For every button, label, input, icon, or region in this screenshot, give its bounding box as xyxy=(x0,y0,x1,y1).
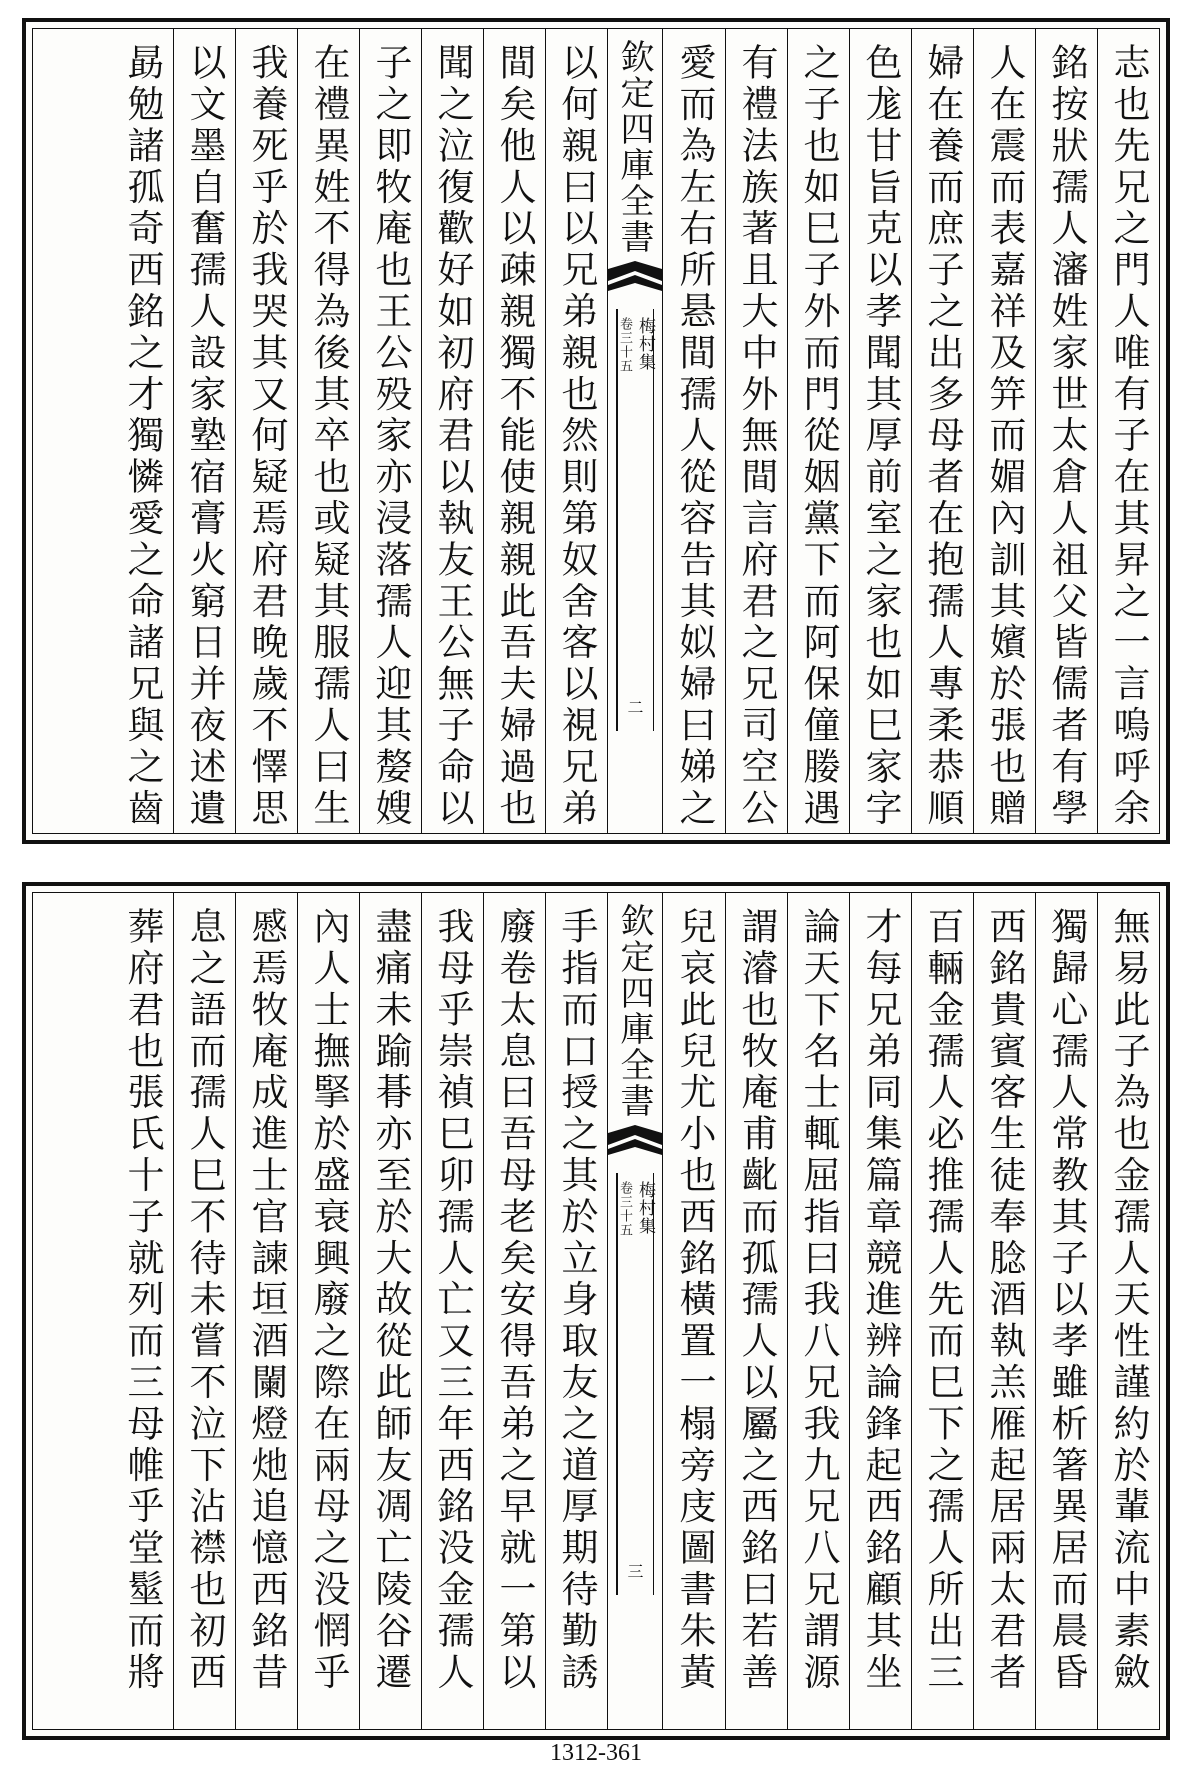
text-columns xyxy=(33,29,1159,833)
page-number: 1312-361 xyxy=(550,1740,642,1766)
text-column: 才每兄弟同集篇章競進辨論鋒起西銘顧其坐 xyxy=(849,893,911,1729)
page-frame xyxy=(32,892,1160,1730)
text-column: 我養死乎於我哭其又何疑焉府君晚歲不懌思 xyxy=(235,29,297,833)
fold-rule xyxy=(653,309,655,731)
text-column: 子之即牧庵也王公殁家亦浸落孺人迎其嫠嫂 xyxy=(359,29,421,833)
book-name: 梅村集 xyxy=(635,317,655,371)
text-column: 以文墨自奮孺人設家塾宿膏火窮日并夜述遺 xyxy=(173,29,235,833)
text-column: 葬府君也張氏十子就列而三母帷乎堂髽而將 xyxy=(121,907,164,1694)
fold-title: 欽定四庫全書 xyxy=(614,39,654,255)
text-column: 謂濬也牧庵甫齔而孤孺人以屬之西銘曰若善 xyxy=(725,893,787,1729)
text-column: 間矣他人以疎親獨不能使親親此吾夫婦過也 xyxy=(483,29,545,833)
fold-title: 欽定四庫全書 xyxy=(614,903,654,1119)
text-column: 百輛金孺人必推孺人先而巳下之孺人所出三 xyxy=(911,893,973,1729)
text-column: 慼焉牧庵成進士官諫垣酒闌燈灺追憶西銘昔 xyxy=(235,893,297,1729)
center-fold xyxy=(607,893,663,1729)
text-column: 之子也如巳子外而門從姻黨下而阿保僮媵遇 xyxy=(787,29,849,833)
text-column: 內人士撫掔於盛衰興廢之際在兩母之没惘乎 xyxy=(297,893,359,1729)
text-column: 盡痛未踰朞亦至於大故從此師友凋亡陵谷遷 xyxy=(359,893,421,1729)
text-column: 色尨甘旨克以孝聞其厚前室之家也如巳家字 xyxy=(849,29,911,833)
text-column: 無易此子為也金孺人天性謹約於輩流中素斂 xyxy=(1097,893,1159,1729)
text-column: 銘按狀孺人瀋姓家世太倉人祖父皆儒者有學 xyxy=(1035,29,1097,833)
text-column: 西銘貴賓客生徒奉腍酒執羔雁起居兩太君者 xyxy=(973,893,1035,1729)
text-column: 廢卷太息曰吾母老矣安得吾弟之早就一第以 xyxy=(483,893,545,1729)
page-top xyxy=(22,18,1170,844)
text-column: 志也先兄之門人唯有子在其昇之一言嗚呼余 xyxy=(1097,29,1159,833)
text-column: 愛而為左右所悬間孺人從容告其姒婦曰娣之 xyxy=(673,43,716,830)
page-frame xyxy=(32,28,1160,834)
center-fold xyxy=(607,29,663,833)
text-column: 人在震而表嘉祥及笄而媚內訓其嬪於張也贈 xyxy=(973,29,1035,833)
fishtail-mark xyxy=(608,1125,662,1595)
text-columns xyxy=(33,893,1159,1729)
page-bottom xyxy=(22,882,1170,1740)
text-column: 手指而口授之其於立身取友之道厚期待勤誘 xyxy=(545,893,607,1729)
leaf-number: 三 xyxy=(625,1563,644,1579)
text-column: 婦在養而庶子之出多母者在抱孺人專柔恭順 xyxy=(911,29,973,833)
text-column: 在禮異姓不得為後其卒也或疑其服孺人曰生 xyxy=(297,29,359,833)
book-name: 梅村集 xyxy=(635,1181,655,1235)
fishtail-mark xyxy=(608,261,662,731)
text-column: 我母乎崇禎巳卯孺人亡又三年西銘没金孺人 xyxy=(421,893,483,1729)
text-column: 有禮法族著且大中外無間言府君之兄司空公 xyxy=(725,29,787,833)
juan-number: 卷三十五 xyxy=(617,1181,632,1237)
text-column: 勗勉諸孤奇西銘之才獨憐愛之命諸兄與之齒 xyxy=(121,43,164,830)
text-column: 論天下名士輒屈指曰我八兄我九兄八兄謂源 xyxy=(787,893,849,1729)
juan-number: 卷三十五 xyxy=(617,317,632,373)
text-column: 聞之泣復歡好如初府君以執友王公無子命以 xyxy=(421,29,483,833)
leaf-number: 二 xyxy=(625,699,644,715)
text-column: 兒哀此兒尤小也西銘橫置一榻旁庋圖書朱黃 xyxy=(673,907,716,1694)
fold-rule xyxy=(653,1173,655,1595)
text-column: 獨歸心孺人常教其子以孝雖析箸異居而晨昏 xyxy=(1035,893,1097,1729)
text-column: 息之語而孺人巳不待未嘗不泣下沾襟也初西 xyxy=(173,893,235,1729)
text-column: 以何親曰以兄弟親也然則第奴舍客以視兄弟 xyxy=(545,29,607,833)
